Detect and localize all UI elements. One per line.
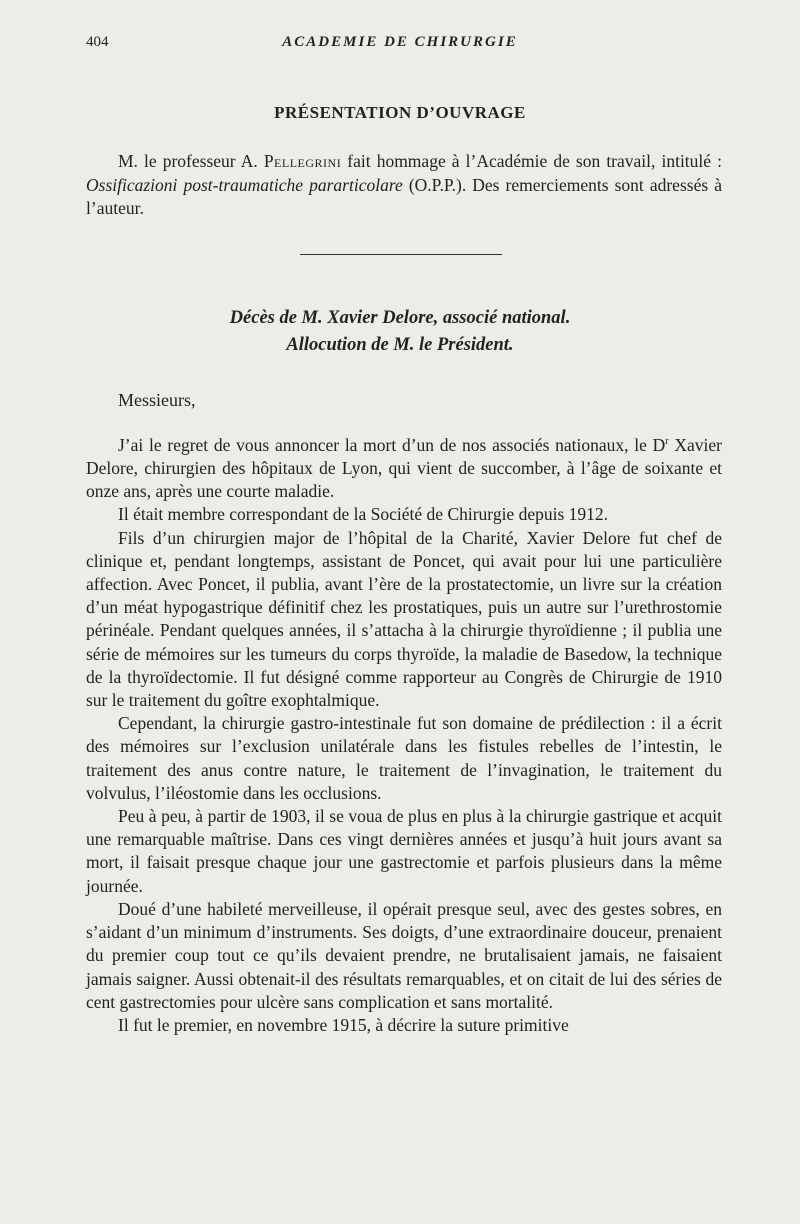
paragraph-1-a: J’ai le regret de vous annoncer la mort d’un de nos associés nationaux, le D bbox=[118, 434, 666, 455]
obituary-title-line2: Allocution de M. le Président. bbox=[286, 335, 514, 355]
paragraph-4: Cependant, la chirurgie gastro-intestinale fut son domaine de prédilection : il a écrit des mémoires sur l’exclusion unilatérale dans les fistules rebelles de l’intestin, le traitement des anus contre nature, le traitement de l’invagination, le traitement du volvulus, l’iléostomie dans les occlusions. bbox=[86, 713, 722, 803]
paragraph-2: Il était membre correspondant de la Société de Chirurgie depuis 1912. bbox=[118, 504, 609, 525]
paragraph-5: Peu à peu, à partir de 1903, il se voua de plus en plus à la chirurgie gastrique et acquit une remarquable maîtrise. Dans ces vingt dernières années et jusqu’à huit jours avant sa mort, il faisait presque chaque jour une gastrectomie et parfois plusieurs dans la même journée. bbox=[86, 806, 722, 896]
presentation-text-part2: fait hommage à l’Académie de son travail, intitulé : bbox=[341, 151, 722, 171]
page-number: 404 bbox=[86, 34, 109, 50]
paragraph-1-b: Xavier Delore, chirurgien des hôpitaux de Lyon, qui vient de succomber, à l’âge de soixante et onze ans, après une courte maladie. bbox=[86, 434, 722, 502]
salutation: Messieurs, bbox=[118, 390, 196, 410]
obituary-body bbox=[86, 430, 722, 1037]
obituary-title bbox=[0, 305, 800, 359]
presentation-title: PRÉSENTATION D’OUVRAGE bbox=[274, 103, 526, 122]
author-name: Pellegrini bbox=[263, 151, 342, 171]
paragraph-1 bbox=[86, 430, 722, 503]
section-divider bbox=[300, 254, 502, 255]
paragraph-7: Il fut le premier, en novembre 1915, à décrire la suture primitive bbox=[118, 1014, 569, 1035]
paragraph-3: Fils d’un chirurgien major de l’hôpital de la Charité, Xavier Delore fut chef de clinique et, pendant longtemps, assistant de Poncet, qui avait pour lui une particulière affection. Avec Poncet, il publia, avant l’ère de la prostatectomie, un livre sur la création d’un méat hypogastrique définitif chez les prostatiques, puis un autre sur l’urethrostomie périnéale. Pendant quelques années, il s’attacha à la chirurgie thyroïdienne ; il publia une série de mémoires sur les tumeurs du corps thyroïde, la maladie de Basedow, la technique de la thyroïdectomie. Il fut désigné comme rapporteur au Congrès de Chirurgie de 1910 sur le traitement du goître exophtalmique. bbox=[86, 527, 722, 711]
paragraph-6: Doué d’une habileté merveilleuse, il opérait presque seul, avec des gestes sobres, en s’aidant d’un minimum d’instruments. Ses doigts, d’une extraordinaire douceur, prenaient du premier coup tout ce qu’ils devaient prendre, ne brutalisaient jamais, ne faisaient jamais saigner. Aussi obtenait-il des résultats remarquables, et on citait de lui des séries de cent gastrectomies pour ulcère sans complication et sans mortalité. bbox=[86, 898, 722, 1012]
presentation-text bbox=[86, 150, 722, 221]
presentation-text-part1: M. le professeur A. bbox=[118, 151, 264, 171]
page-header bbox=[0, 34, 800, 56]
running-title: ACADEMIE DE CHIRURGIE bbox=[282, 34, 518, 50]
obituary-title-line1: Décès de M. Xavier Delore, associé national. bbox=[229, 308, 571, 328]
work-title: Ossificazioni post-traumatiche pararticolare bbox=[86, 174, 403, 195]
presentation-text-part3: (O.P.P.). Des remerciements sont adressés à l’auteur. bbox=[86, 174, 722, 218]
paragraph-1-sup: r bbox=[665, 436, 669, 447]
presentation-paragraph bbox=[86, 150, 722, 221]
